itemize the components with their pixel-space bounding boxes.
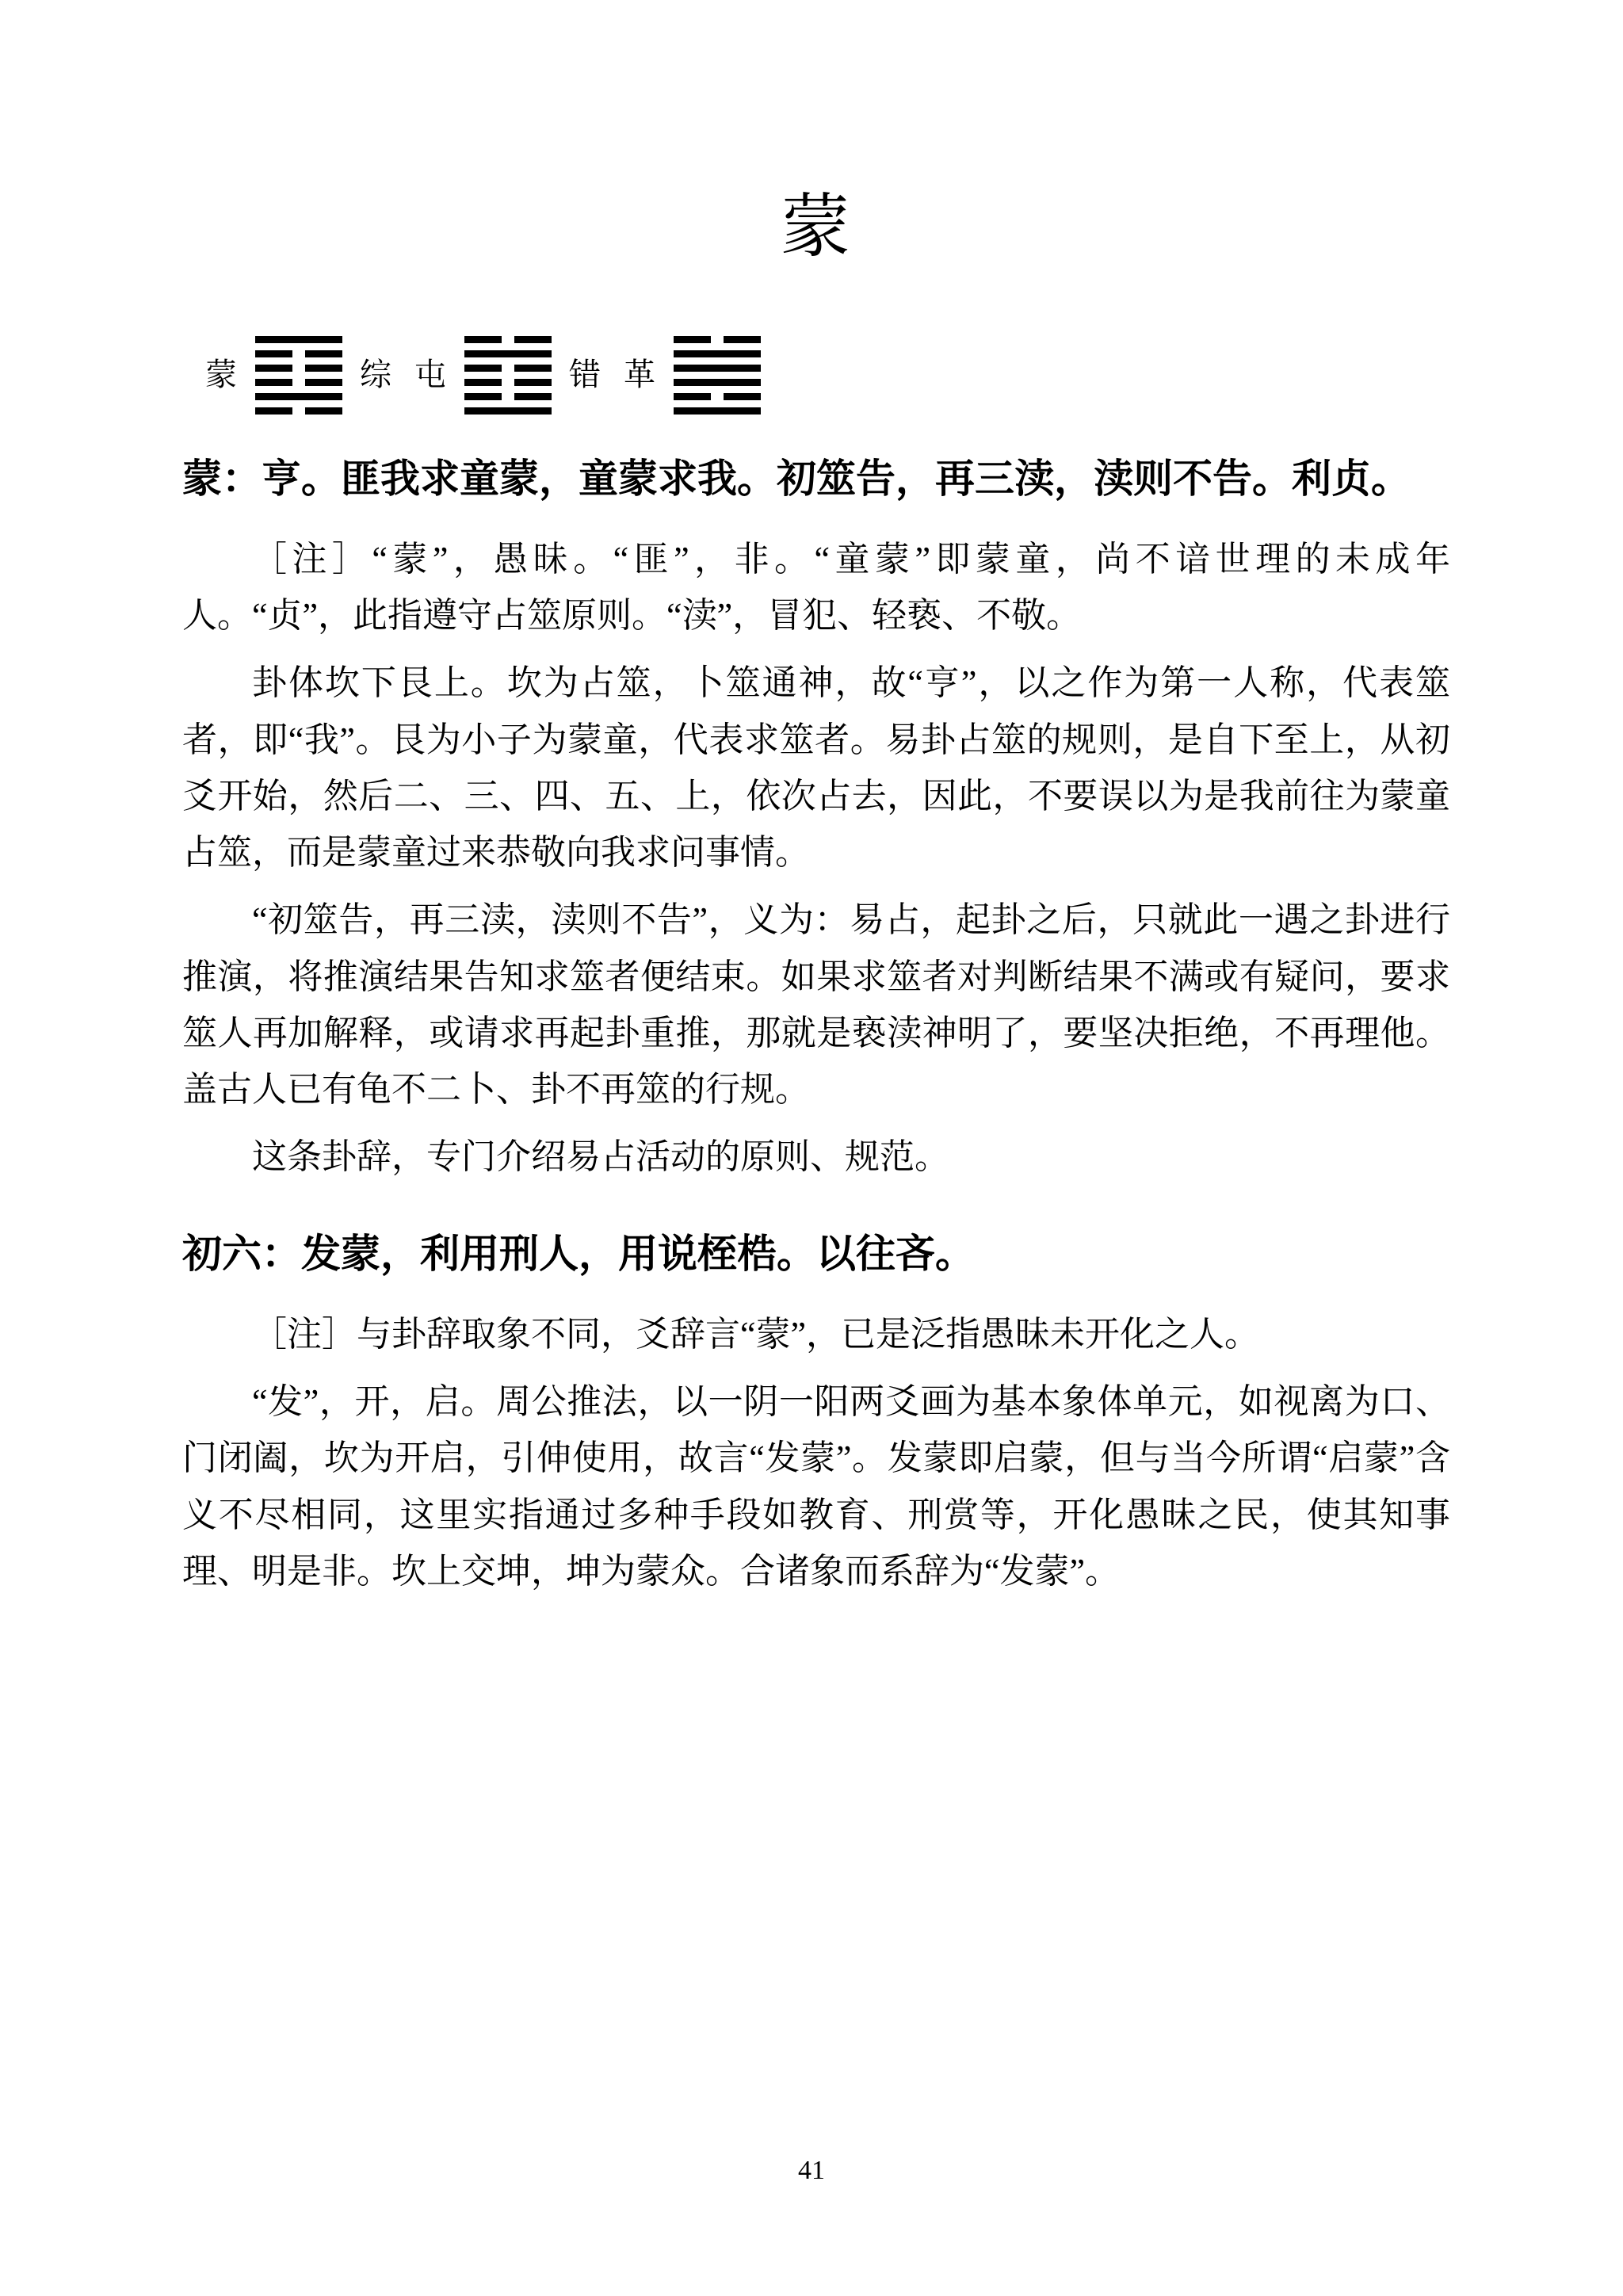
page-title: 蒙	[780, 189, 852, 266]
gua-statement: 蒙：亨。匪我求童蒙，童蒙求我。初筮告，再三渎，渎则不告。利贞。	[182, 456, 1411, 501]
hexagram-line-yang	[674, 350, 761, 357]
yao-note-1: ［注］与卦辞取象不同，爻辞言“蒙”，已是泛指愚昧未开化之人。	[252, 1314, 1260, 1354]
hexagram-line-yin	[464, 336, 552, 343]
hexagram-label-ge: 革	[624, 357, 656, 393]
yao-statement-chuliu: 初六：发蒙，利用刑人，用说桎梏。以往吝。	[182, 1231, 975, 1276]
hexagram-symbol-ge	[667, 329, 767, 422]
gua-note-3: “初筮告，再三渎，渎则不告”，义为：易占，起卦之后，只就此一遇之卦进行推演，将推演结果告知求筮者便结束。如果求筮者对判断结果不满或有疑问，要求筮人再加解释，或请求再起卦重推，那就是亵渎神明了，要坚决拒绝，不再理他。盖古人已有龟不二卜、卦不再筮的行规。	[182, 900, 1450, 1110]
hexagram-line-yin	[255, 407, 342, 415]
hexagram-line-yin	[674, 393, 761, 400]
hexagram-line-yang	[674, 365, 761, 372]
hexagram-line-yang	[464, 407, 552, 415]
hexagram-line-yang	[674, 407, 761, 415]
hexagram-line-yin	[674, 336, 761, 343]
gua-note-2: 卦体坎下艮上。坎为占筮，卜筮通神，故“亨”，以之作为第一人称，代表筮者，即“我”。艮为小子为蒙童，代表求筮者。易卦占筮的规则，是自下至上，从初爻开始，然后二、三、四、五、上，依次占去，因此，不要误以为是我前往为蒙童占筮，而是蒙童过来恭敬向我求问事情。	[182, 663, 1450, 873]
hexagram-line-yang	[255, 393, 342, 400]
yao-note-2: “发”，开，启。周公推法，以一阴一阳两爻画为基本象体单元，如视离为口、门闭阖，坎为开启，引伸使用，故言“发蒙”。发蒙即启蒙，但与当今所谓“启蒙”含义不尽相同，这里实指通过多种手段如教育、刑赏等，开化愚昧之民，使其知事理、明是非。坎上交坤，坤为蒙众。合诸象而系辞为“发蒙”。	[182, 1381, 1450, 1591]
gua-note-1: ［注］“蒙”，愚昧。“匪”，非。“童蒙”即蒙童，尚不谙世理的未成年人。“贞”，此指遵守占筮原则。“渎”，冒犯、轻亵、不敬。	[182, 539, 1450, 636]
page-content	[182, 0, 1450, 1599]
hexagram-line-yin	[255, 350, 342, 357]
gua-note-4: 这条卦辞，专门介绍易占活动的原则、规范。	[252, 1137, 949, 1177]
hexagram-line-yin	[255, 379, 342, 386]
page-number: 41	[798, 2156, 825, 2185]
hexagram-line-yin	[464, 379, 552, 386]
hexagram-label-zhun: 屯	[414, 357, 447, 393]
hexagram-line-yang	[255, 336, 342, 343]
hexagram-line-yang	[464, 350, 552, 357]
hexagram-symbol-meng	[249, 329, 349, 422]
hexagram-line-yang	[674, 379, 761, 386]
relation-label-zong: 综	[360, 357, 392, 393]
hexagram-line-yin	[255, 365, 342, 372]
hexagram-line-yin	[464, 365, 552, 372]
hexagram-relation-row	[182, 329, 1450, 422]
hexagram-symbol-zhun	[458, 329, 558, 422]
relation-label-cuo: 错	[569, 357, 601, 393]
hexagram-label-meng: 蒙	[205, 357, 238, 393]
hexagram-line-yin	[464, 393, 552, 400]
